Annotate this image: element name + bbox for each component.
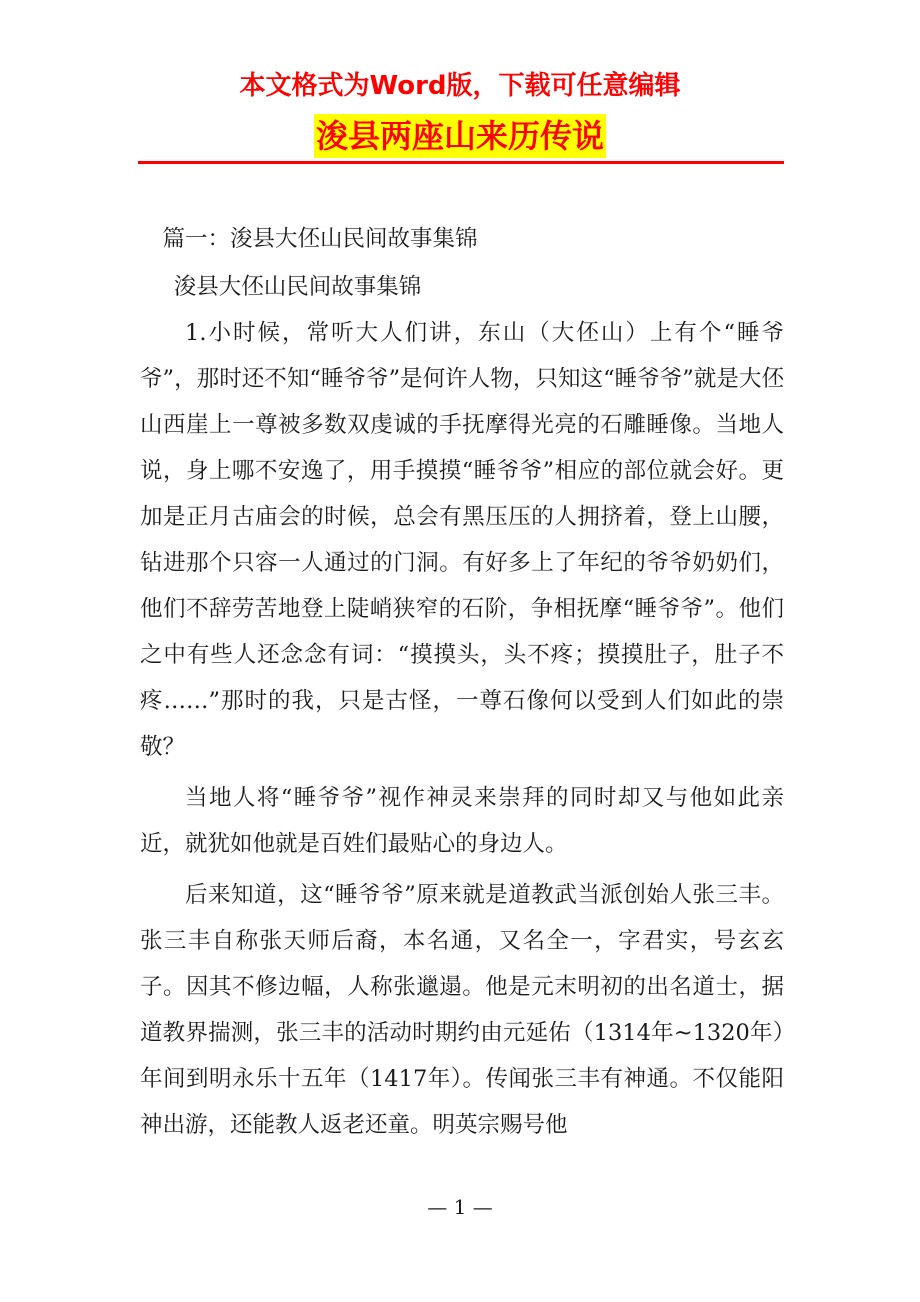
document-title: 浚县两座山来历传说 — [314, 114, 606, 158]
body-paragraph-3: 后来知道，这“睡爷爷”原来就是道教武当派创始人张三丰。张三丰自称张天师后裔，本名通，又名全一，字君实，号玄玄子。因其不修边幅，人称张邋遢。他是元末明初的出名道士，据道教界揣测，张三丰的活动时期约由元延佑（1314年~1320年）年间到明永乐十五年（1417年）。传闻张三丰有神通。不仅能阳神出游，还能教人返老还童。明英宗赐号他 — [140, 882, 784, 1138]
format-notice-banner: 本文格式为Word版，下载可任意编辑 — [239, 71, 681, 101]
section-heading: 篇一：浚县大伾山民间故事集锦 — [162, 226, 478, 252]
document-title-wrapper — [0, 114, 920, 158]
title-underline-rule — [138, 161, 784, 164]
subheading: 浚县大伾山民间故事集锦 — [173, 274, 422, 300]
body-paragraph-2: 当地人将“睡爷爷”视作神灵来崇拜的同时却又与他如此亲近，就犹如他就是百姓们最贴心的身边人。 — [140, 785, 784, 857]
document-body — [140, 216, 784, 1153]
page-number-footer: — 1 — — [427, 1195, 493, 1219]
body-paragraph-1: 1.小时候，常听大人们讲，东山（大伾山）上有个“睡爷爷”，那时还不知“睡爷爷”是何许人物，只知这“睡爷爷”就是大伾山西崖上一尊被多数双虔诚的手抚摩得光亮的石雕睡像。当地人说，身上哪不安逸了，用手摸摸“睡爷爷”相应的部位就会好。更加是正月古庙会的时候，总会有黑压压的人拥挤着，登上山腰，钻进那个只容一人通过的门洞。有好多上了年纪的爷爷奶奶们，他们不辞劳苦地登上陡峭狭窄的石阶，争相抚摩“睡爷爷”。他们之中有些人还念念有词：“摸摸头，头不疼；摸摸肚子，肚子不疼……”那时的我，只是古怪，一尊石像何以受到人们如此的崇敬？ — [140, 320, 784, 760]
